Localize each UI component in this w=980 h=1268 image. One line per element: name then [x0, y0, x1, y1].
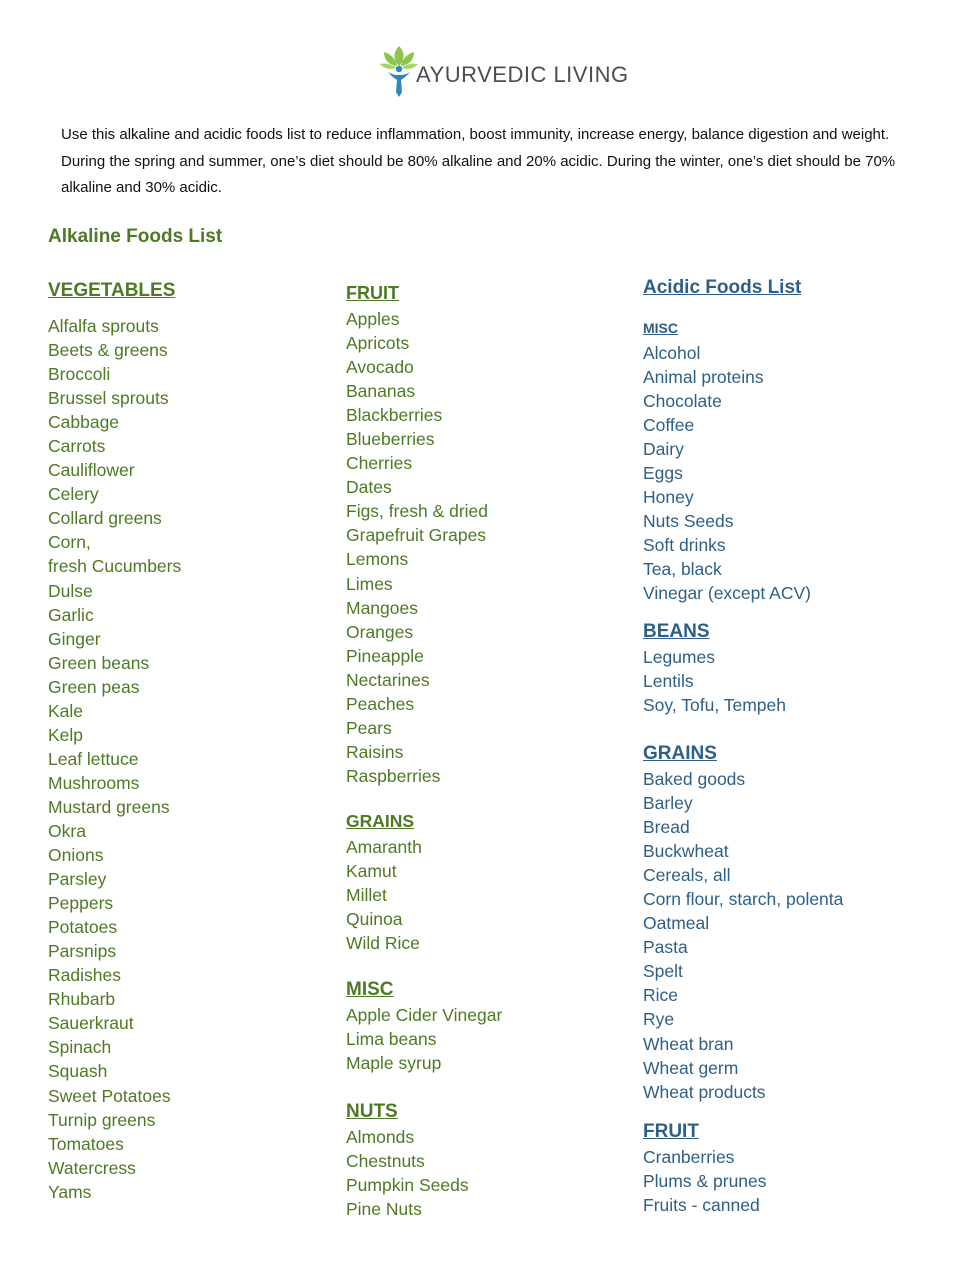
list-item: Honey	[643, 487, 694, 508]
list-item: Figs, fresh & dried	[346, 501, 488, 522]
list-item: Pineapple	[346, 645, 424, 666]
list-item: Maple syrup	[346, 1053, 442, 1074]
list-item: Nectarines	[346, 669, 430, 690]
list-item: Sauerkraut	[48, 1013, 134, 1034]
list-item: Spelt	[643, 961, 683, 982]
list-item: Amaranth	[346, 837, 422, 857]
fruit-heading: FRUIT	[346, 283, 399, 303]
list-item: Limes	[346, 573, 393, 594]
list-item: Bread	[643, 817, 690, 838]
list-item: Bananas	[346, 381, 416, 402]
list-item: Kale	[48, 700, 84, 721]
list-item: Vinegar (except ACV)	[643, 583, 811, 604]
fruit-column	[346, 283, 488, 788]
list-item: Spinach	[48, 1037, 112, 1058]
list-item: Apricots	[346, 333, 410, 354]
list-item: Cherries	[346, 453, 413, 474]
list-item: Legumes	[643, 647, 715, 667]
list-item: Wheat bran	[643, 1033, 734, 1054]
list-item: Coffee	[643, 415, 695, 436]
list-item: Okra	[48, 820, 86, 841]
list-item: Almonds	[346, 1127, 415, 1147]
list-item: Leaf lettuce	[48, 748, 139, 769]
list-item: Ginger	[48, 628, 101, 649]
list-item: Green peas	[48, 676, 140, 697]
nuts-list	[346, 1125, 469, 1221]
vegetables-column	[48, 280, 181, 1204]
list-item: Pine Nuts	[346, 1199, 422, 1220]
list-item: Eggs	[643, 463, 683, 484]
list-item: Pumpkin Seeds	[346, 1175, 469, 1196]
acidic-grains-section	[643, 743, 843, 1104]
list-item: Buckwheat	[643, 841, 729, 862]
alkaline-grains-heading: GRAINS	[346, 811, 415, 831]
list-item: Onions	[48, 845, 104, 866]
acidic-misc-list	[643, 341, 811, 606]
list-item: Oranges	[346, 621, 414, 642]
list-item: Soy, Tofu, Tempeh	[643, 695, 787, 716]
list-item: Green beans	[48, 652, 150, 673]
list-item: Kelp	[48, 724, 84, 745]
list-item: Sweet Potatoes	[48, 1085, 171, 1106]
list-item: Watercress	[48, 1157, 136, 1178]
list-item: Soft drinks	[643, 535, 726, 556]
list-item: Nuts Seeds	[643, 511, 734, 532]
fruit-list	[346, 307, 488, 788]
logo-text: AYURVEDIC LIVING	[416, 62, 629, 87]
list-item: Oatmeal	[643, 913, 710, 934]
list-item: Mangoes	[346, 597, 418, 618]
list-item: Corn,	[48, 532, 91, 553]
list-item: Tomatoes	[48, 1133, 124, 1154]
list-item: Tea, black	[643, 559, 722, 580]
list-item: Cauliflower	[48, 460, 135, 481]
acidic-grains-list	[643, 767, 843, 1104]
list-item: Baked goods	[643, 769, 746, 789]
nuts-section	[346, 1101, 469, 1221]
list-item: Wild Rice	[346, 933, 420, 954]
list-item: Mushrooms	[48, 772, 140, 793]
nuts-heading: NUTS	[346, 1101, 398, 1122]
list-item: Beets & greens	[48, 340, 168, 361]
list-item: Brussel sprouts	[48, 388, 169, 409]
list-item: Apple Cider Vinegar	[346, 1005, 503, 1025]
intro-paragraph: Use this alkaline and acidic foods list to reduce inflammation, boost immunity, increase energy, balance digestion and weight. During the spring and summer, one’s diet should be 80% alkaline and 20% acidic. During the winter, one’s diet should be 70% alkaline and 30% acidic.	[61, 126, 896, 196]
list-item: Apples	[346, 309, 400, 329]
beans-list	[643, 645, 786, 717]
list-item: Pears	[346, 717, 392, 738]
acidic-grains-heading: GRAINS	[643, 743, 717, 764]
acidic-fruit-section	[643, 1121, 767, 1217]
alkaline-grains-section	[346, 811, 422, 955]
list-item: Lentils	[643, 671, 694, 692]
list-item: Parsley	[48, 869, 107, 890]
list-item: Dairy	[643, 439, 684, 460]
list-item: Carrots	[48, 436, 106, 457]
alkaline-misc-heading: MISC	[346, 979, 394, 1000]
vegetables-heading: VEGETABLES	[48, 280, 176, 301]
list-item: Celery	[48, 484, 99, 505]
acidic-misc-heading: MISC	[643, 320, 678, 336]
list-item: Wheat products	[643, 1081, 766, 1102]
alkaline-misc-section	[346, 979, 502, 1075]
list-item: Squash	[48, 1061, 108, 1082]
list-item: Animal proteins	[643, 367, 764, 388]
list-item: Rice	[643, 985, 679, 1006]
list-item: Turnip greens	[48, 1109, 156, 1130]
acidic-fruit-heading: FRUIT	[643, 1121, 699, 1142]
list-item: Avocado	[346, 357, 414, 378]
list-item: Garlic	[48, 604, 94, 625]
list-item: Raisins	[346, 741, 404, 762]
list-item: Parsnips	[48, 941, 117, 962]
list-item: Blueberries	[346, 429, 435, 450]
list-item: Cereals, all	[643, 865, 731, 886]
acidic-title: Acidic Foods List	[643, 277, 802, 298]
list-item: Collard greens	[48, 508, 162, 529]
list-item: Millet	[346, 885, 387, 906]
list-item: Blackberries	[346, 405, 443, 426]
acidic-column	[643, 277, 811, 606]
list-item: Radishes	[48, 965, 121, 986]
list-item: Quinoa	[346, 909, 403, 930]
alkaline-grains-list	[346, 835, 422, 955]
list-item: Chocolate	[643, 391, 722, 412]
list-item: Dulse	[48, 580, 93, 601]
list-item: Cabbage	[48, 412, 120, 433]
list-item: Peppers	[48, 893, 114, 914]
list-item: Alfalfa sprouts	[48, 316, 159, 336]
list-item: Alcohol	[643, 343, 701, 363]
alkaline-title: Alkaline Foods List	[48, 226, 223, 247]
list-item: Rye	[643, 1009, 675, 1030]
list-item: Cranberries	[643, 1147, 735, 1167]
list-item: Peaches	[346, 693, 415, 714]
list-item: Grapefruit Grapes	[346, 525, 487, 546]
list-item: Kamut	[346, 861, 397, 882]
list-item: Lima beans	[346, 1029, 437, 1050]
list-item: Fruits - canned	[643, 1195, 760, 1216]
list-item: Wheat germ	[643, 1057, 739, 1078]
list-item: Chestnuts	[346, 1151, 425, 1172]
list-item: Mustard greens	[48, 796, 170, 817]
list-item: Barley	[643, 793, 693, 814]
list-item: Rhubarb	[48, 989, 116, 1010]
list-item: Plums & prunes	[643, 1171, 767, 1192]
list-item: Pasta	[643, 937, 688, 958]
vegetables-list	[48, 314, 181, 1204]
beans-heading: BEANS	[643, 621, 710, 642]
list-item: Potatoes	[48, 917, 118, 938]
list-item: Yams	[48, 1181, 92, 1202]
list-item: Broccoli	[48, 364, 111, 385]
list-item: Lemons	[346, 549, 409, 570]
list-item: Raspberries	[346, 765, 441, 786]
logo	[376, 42, 629, 98]
list-item: fresh Cucumbers	[48, 556, 182, 577]
list-item: Corn flour, starch, polenta	[643, 889, 844, 910]
alkaline-misc-list	[346, 1003, 502, 1075]
list-item: Dates	[346, 477, 392, 498]
acidic-fruit-list	[643, 1145, 767, 1217]
beans-section	[643, 621, 786, 717]
